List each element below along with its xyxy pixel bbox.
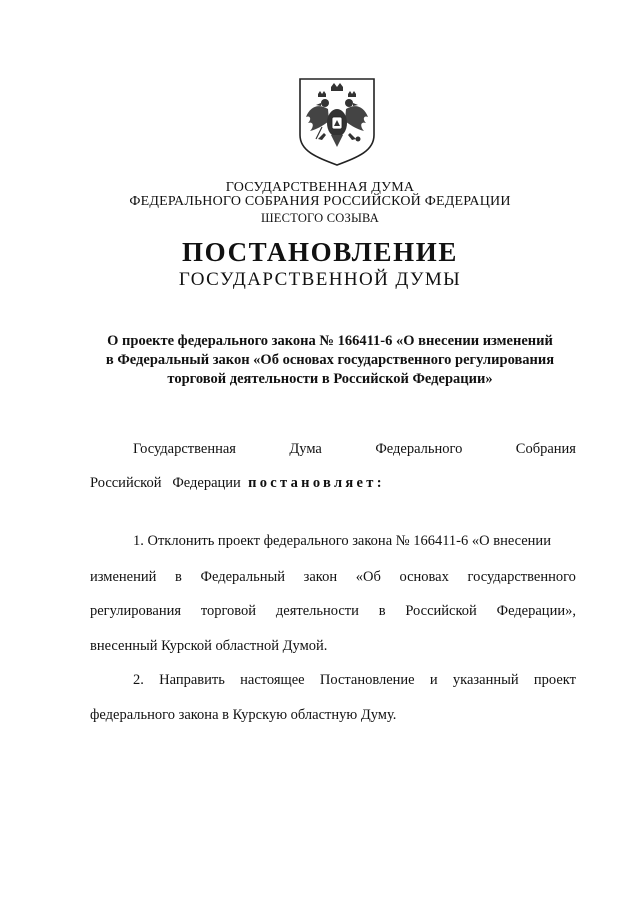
item2-word: указанный [452,672,519,688]
item1-word: изменений [90,569,157,585]
document-subject [80,332,580,389]
item2-word: проект [533,672,576,688]
document-subtitle: ГОСУДАРСТВЕННОЙ ДУМЫ [178,269,462,290]
coat-of-arms-icon [298,77,376,167]
resolves-word: постановляет: [248,475,385,491]
preamble-text: Российской Федерации [90,475,249,491]
item2-line-1 [133,670,576,690]
item1-word: в [378,603,386,619]
header-assembly: ФЕДЕРАЛЬНОГО СОБРАНИЯ РОССИЙСКОЙ ФЕДЕРАЦИИ [129,194,511,209]
preamble-line-2 [90,473,576,493]
item1-word: регулирования [90,603,182,619]
subject-line: в Федеральный закон «Об основах государственного регулирования [105,352,555,368]
preamble-line-1 [133,439,576,459]
preamble-word: Федерального [375,441,463,457]
item1-line-4: внесенный Курской областной Думой. [90,638,328,654]
item2-word: и [429,672,438,688]
item2-word: настоящее [240,672,305,688]
item1-word: деятельности [275,603,359,619]
item2-line-2: федерального закона в Курскую областную Думу. [90,707,397,723]
item1-word: Федерации», [496,603,576,619]
header-institution: ГОСУДАРСТВЕННАЯ ДУМА [225,180,415,195]
item1-word: Федеральный [200,569,285,585]
item1-word: в [175,569,182,585]
item1-word: основах [399,569,449,585]
header-convocation: ШЕСТОГО СОЗЫВА [260,211,380,225]
item1-word: «Об [355,569,381,585]
document-title: ПОСТАНОВЛЕНИЕ [182,237,458,267]
subject-line: торговой деятельности в Российской Федерации» [167,371,493,387]
preamble-word: Дума [289,441,322,457]
item2-word: Постановление [319,672,415,688]
item1-word: государственного [467,569,576,585]
item1-line-1: 1. Отклонить проект федерального закона № 166411-6 «О внесении [133,533,551,549]
preamble-word: Государственная [133,441,236,457]
item1-word: торговой [200,603,257,619]
preamble-word: Собрания [515,441,576,457]
item2-word: 2. [133,672,144,688]
subject-line: О проекте федерального закона № 166411-6 «О внесении изменений [107,333,553,349]
item1-line-3 [90,601,576,621]
item1-line-2 [90,567,576,587]
item1-word: закон [303,569,338,585]
item2-word: Направить [159,672,225,688]
item1-word: Российской [405,603,477,619]
